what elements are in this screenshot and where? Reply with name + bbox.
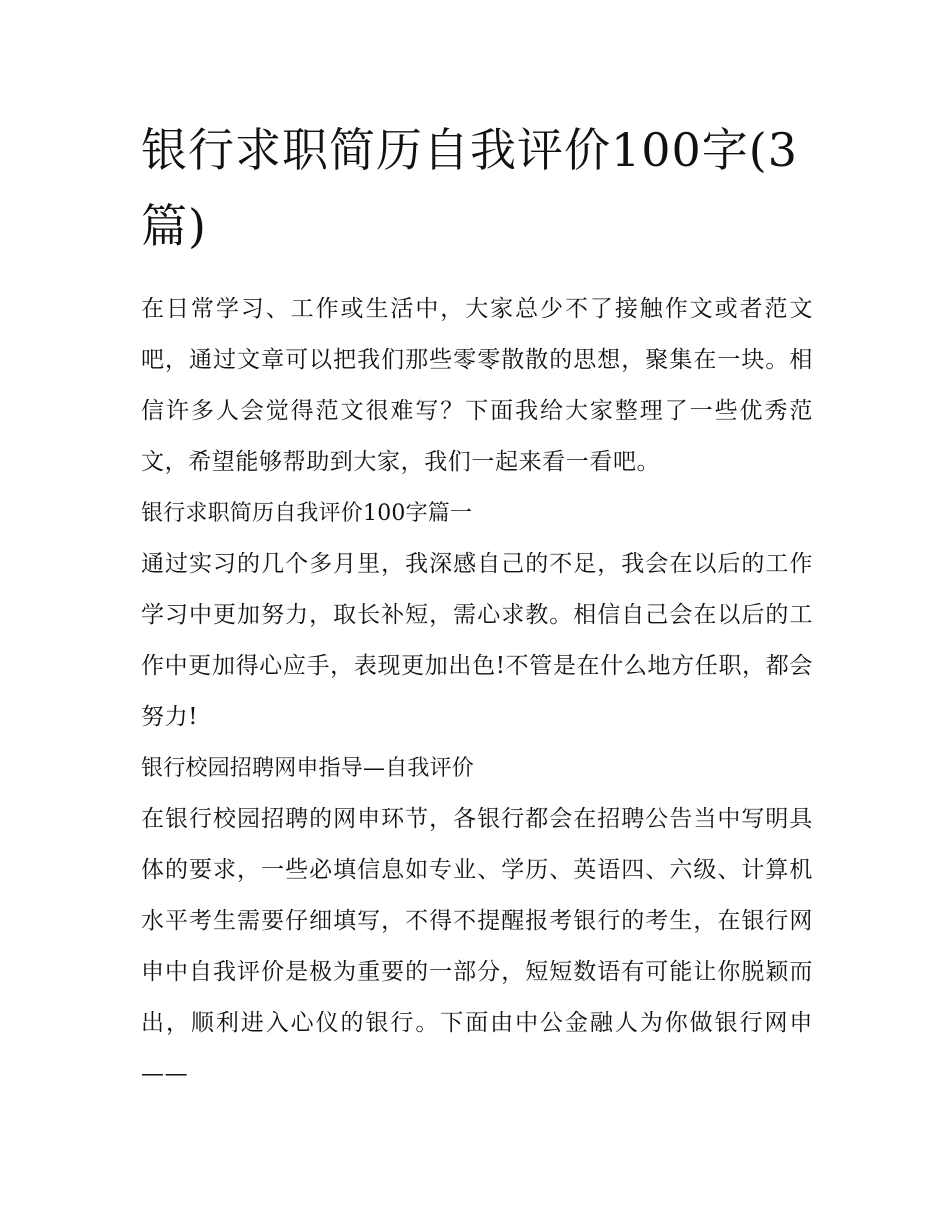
section-2-paragraph: 在银行校园招聘的网申环节，各银行都会在招聘公告当中写明具体的要求，一些必填信息如专业、学历、英语四、六级、计算机水平考生需要仔细填写，不得不提醒报考银行的考生，在银行网申中自我评价是极为重要的一部分，短短数语有可能让你脱颖而出，顺利进入心仪的银行。下面由中公金融人为你做银行网申—— [141, 806, 813, 1087]
section-1-paragraph: 通过实习的几个多月里，我深感自己的不足，我会在以后的工作学习中更加努力，取长补短，需心求教。相信自己会在以后的工作中更加得心应手，表现更加出色!不管是在什么地方任职，都会努力! [141, 551, 813, 730]
section-heading-1: 银行求职简历自我评价100字篇一 [141, 501, 473, 526]
document-page [141, 112, 813, 1100]
section-heading-2: 银行校园招聘网申指导—自我评价 [141, 756, 475, 781]
document-title: 银行求职简历自我评价100字(3篇) [141, 123, 799, 253]
intro-paragraph: 在日常学习、工作或生活中，大家总少不了接触作文或者范文吧，通过文章可以把我们那些零零散散的思想，聚集在一块。相信许多人会觉得范文很难写？下面我给大家整理了一些优秀范文，希望能够帮助到大家，我们一起来看一看吧。 [141, 296, 813, 475]
document-body [141, 284, 813, 1100]
